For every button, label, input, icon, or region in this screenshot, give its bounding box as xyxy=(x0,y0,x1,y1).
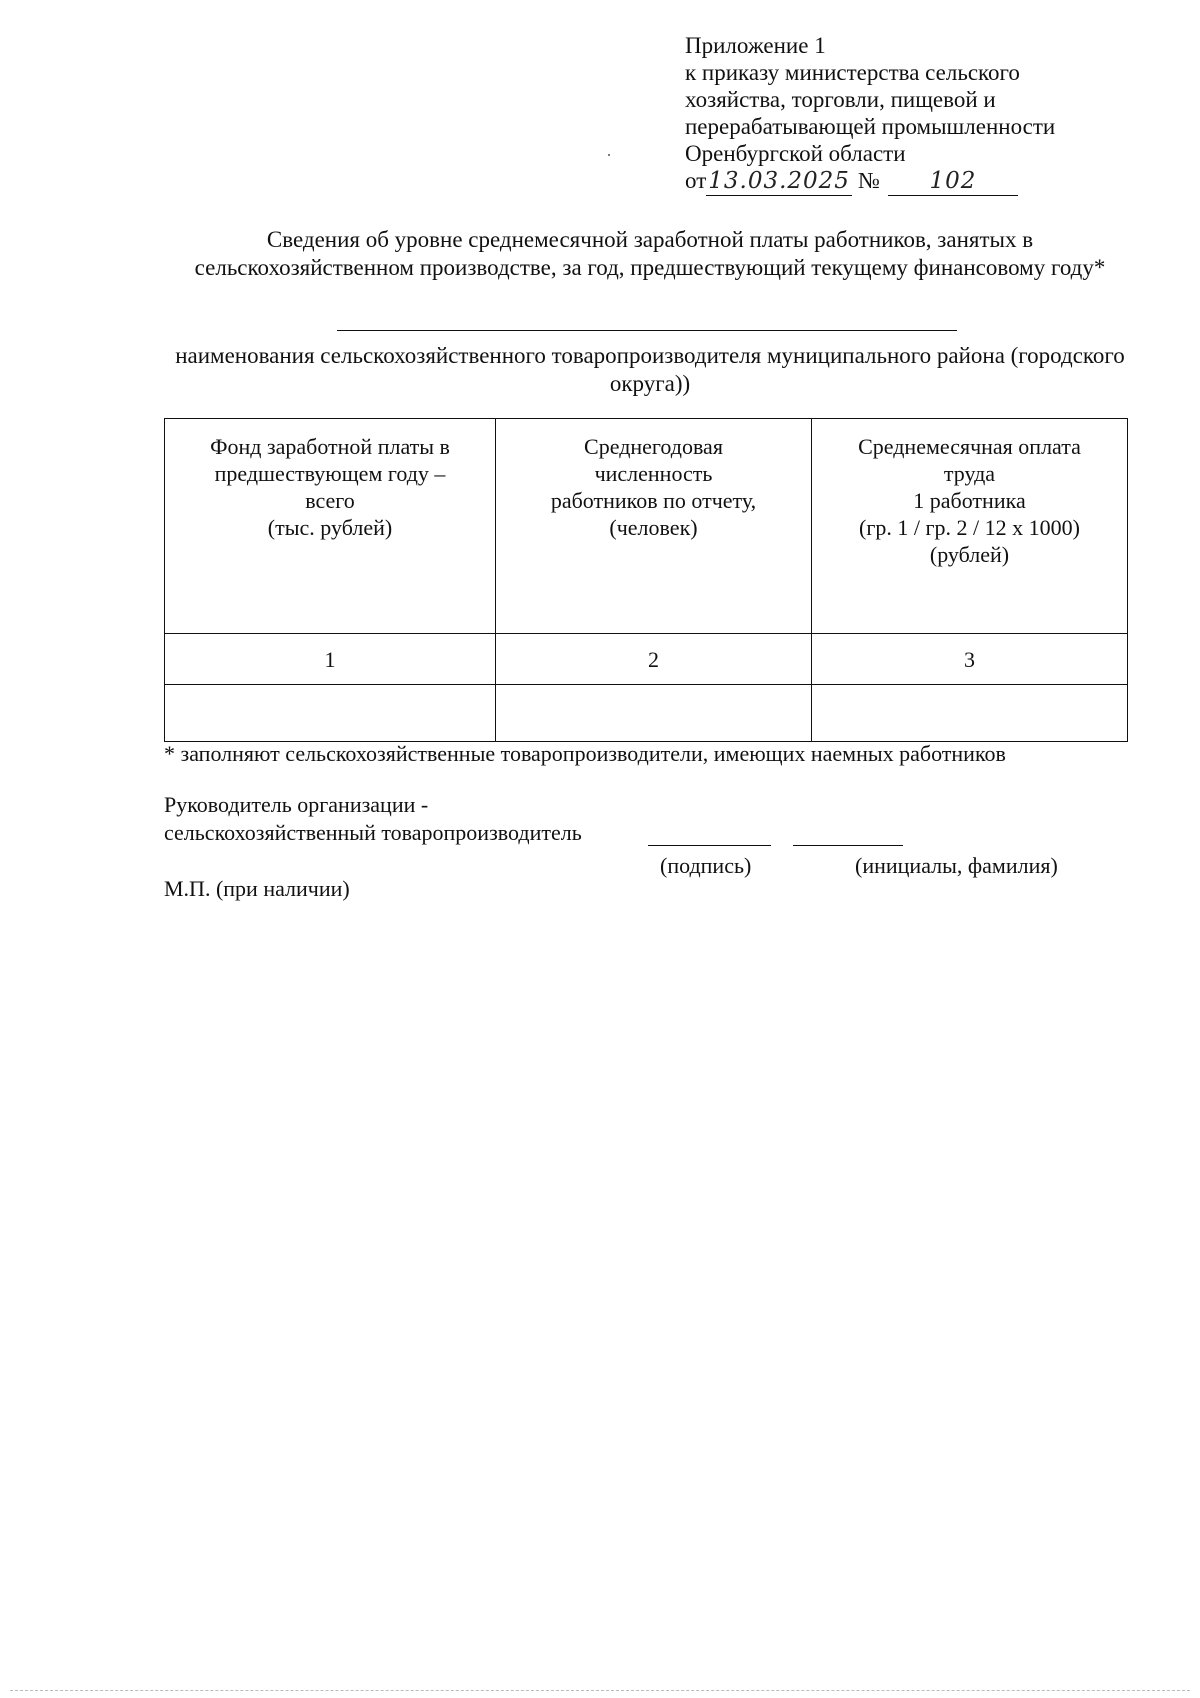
producer-name-line[interactable] xyxy=(337,330,957,331)
annex-line: к приказу министерства сельского xyxy=(685,60,1020,85)
column-number: 2 xyxy=(496,634,812,685)
annex-line: перерабатывающей промышленности xyxy=(685,114,1056,139)
name-caption: (инициалы, фамилия) xyxy=(855,853,1058,878)
footnote: * заполняют сельскохозяйственные товаропроизводители, имеющих наемных работников xyxy=(164,741,1006,766)
signature-block xyxy=(164,791,582,847)
column-number: 1 xyxy=(165,634,496,685)
stamp-place: М.П. (при наличии) xyxy=(164,876,350,901)
document-title: Сведения об уровне среднемесячной заработной платы работников, занятых в сельскохозяйственном производстве, за год, предшествующий текущему финансовому году* xyxy=(194,227,1106,280)
order-date-number xyxy=(685,167,1105,196)
table-row xyxy=(165,685,1128,742)
column-number: 3 xyxy=(812,634,1128,685)
header-cell-3: Среднемесячная оплата труда 1 работника (гр. 1 / гр. 2 / 12 х 1000) (рублей) xyxy=(812,419,1128,634)
order-number: 102 xyxy=(888,168,1018,196)
table-header-row xyxy=(165,419,1128,634)
annex-block xyxy=(685,32,1105,196)
scan-edge xyxy=(10,1690,1190,1691)
name-line[interactable] xyxy=(793,845,903,846)
scan-speck xyxy=(608,154,610,156)
order-date: 13.03.2025 xyxy=(708,168,850,194)
annex-line: Оренбургской области xyxy=(685,141,906,166)
header-cell-2: Среднегодовая численность работников по отчету, (человек) xyxy=(496,419,812,634)
producer-name-caption: наименования сельскохозяйственного товаропроизводителя муниципального района (городского округа)) xyxy=(175,343,1125,396)
data-cell-fund[interactable] xyxy=(165,685,496,742)
signatory-role: Руководитель организации - xyxy=(164,792,429,817)
number-prefix: № xyxy=(857,168,880,193)
signature-line[interactable] xyxy=(648,845,771,846)
column-number-row xyxy=(165,634,1128,685)
signature-caption: (подпись) xyxy=(660,853,752,878)
data-cell-headcount[interactable] xyxy=(496,685,812,742)
date-prefix: от xyxy=(685,168,707,193)
annex-line: хозяйства, торговли, пищевой и xyxy=(685,87,996,112)
header-cell-1: Фонд заработной платы в предшествующем году – всего (тыс. рублей) xyxy=(165,419,496,634)
data-cell-average-pay[interactable] xyxy=(812,685,1128,742)
annex-heading: Приложение 1 xyxy=(685,33,826,58)
signatory-role: сельскохозяйственный товаропроизводитель xyxy=(164,820,582,845)
salary-table xyxy=(164,418,1128,742)
